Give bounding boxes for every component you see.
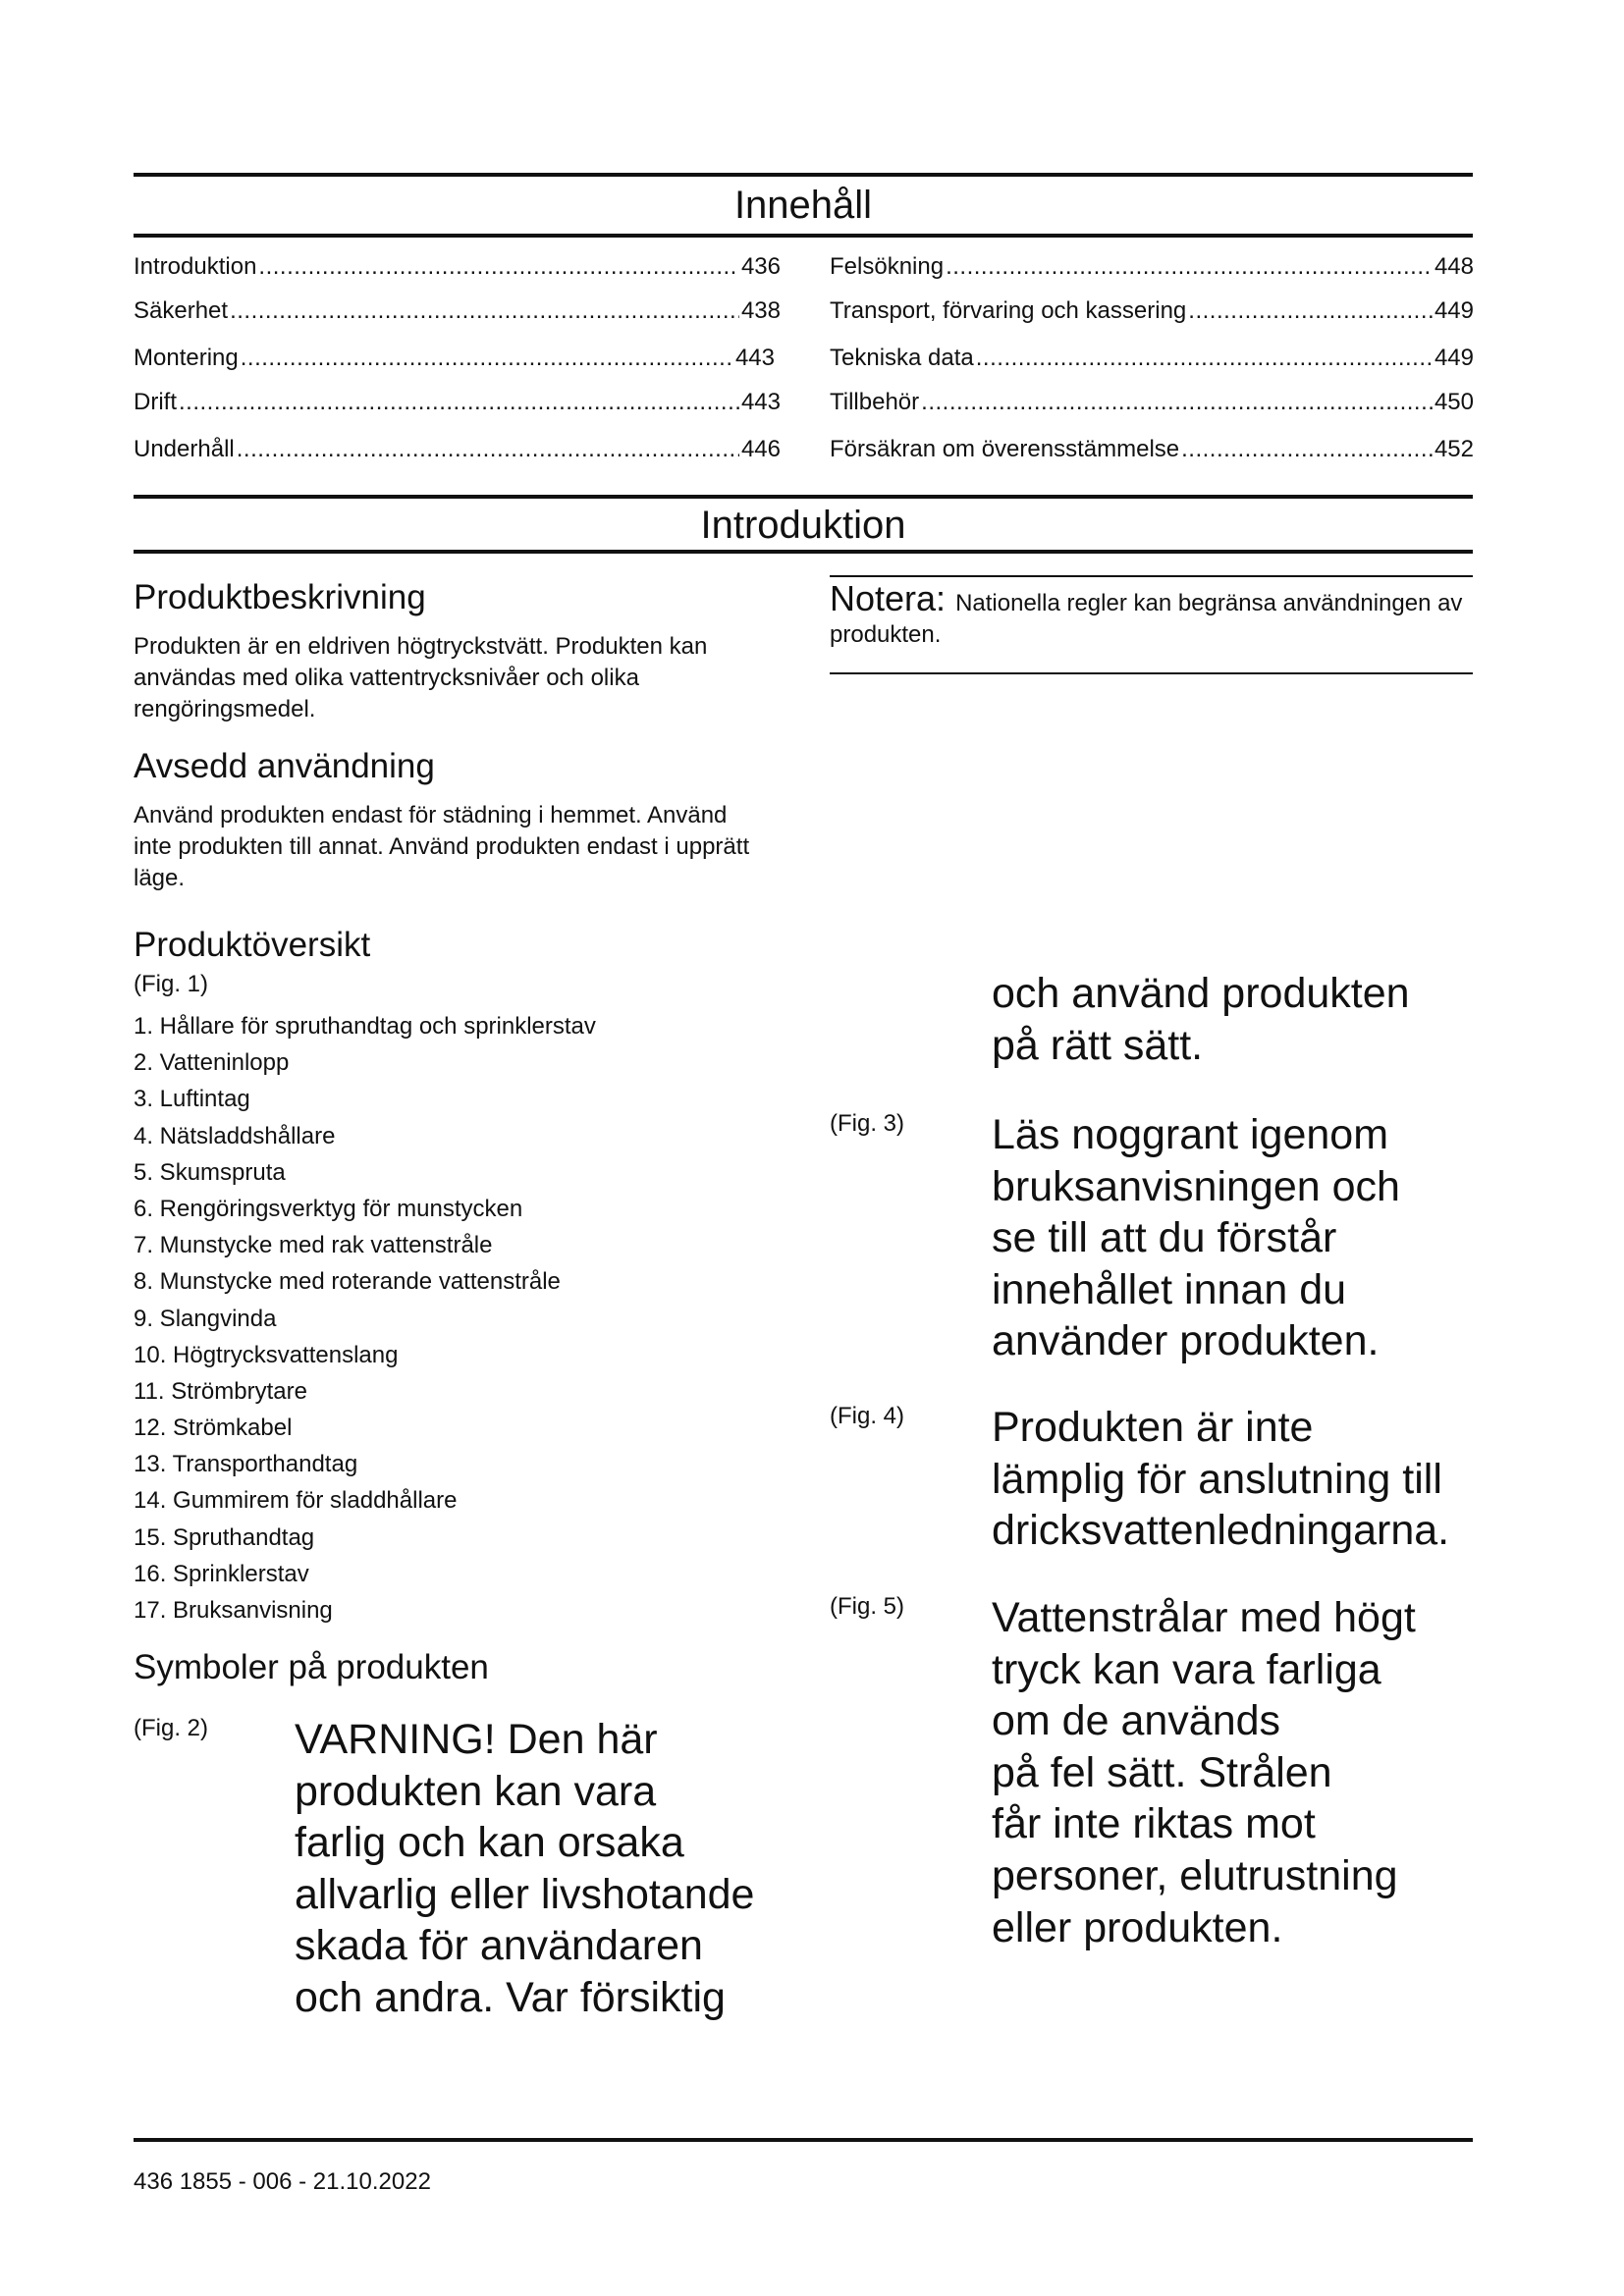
toc-leader [976, 344, 1433, 373]
fig-4-text: Produkten är inte lämplig för anslutning till dricksvattenledningarna. [992, 1404, 1450, 1555]
toc-leader [921, 388, 1433, 417]
toc-entry-label: Tillbehör [830, 389, 920, 415]
toc-entry-page: 436 [740, 253, 781, 280]
heading-avsedd-anvandning: Avsedd användning [134, 747, 435, 785]
toc-entry-label: Underhåll [134, 436, 235, 462]
note-label: Notera: [830, 578, 947, 618]
note-top-rule [830, 575, 1473, 577]
toc-entry-page: 448 [1434, 253, 1474, 280]
list-item: 10. Högtrycksvattenslang [134, 1341, 399, 1368]
fig-5-text: Vattenstrålar med högt tryck kan vara farliga om de används på fel sätt. Strålen får inte riktas mot personer, elutrustning eller produkten. [992, 1594, 1416, 1951]
list-item: 12. Strömkabel [134, 1415, 293, 1442]
fig-2-warning-text: VARNING! Den här produkten kan vara farlig och kan orsaka allvarlig eller livshotande skada för användaren och andra. Var försiktig [295, 1716, 755, 2021]
list-item: 13. Transporthandtag [134, 1451, 358, 1478]
note-box [830, 578, 1468, 651]
toc-leader [241, 344, 733, 373]
toc-title-rule [134, 234, 1473, 238]
list-item: 17. Bruksanvisning [134, 1597, 333, 1624]
list-item: 7. Munstycke med rak vattenstråle [134, 1232, 493, 1259]
toc-entry-label: Försäkran om överensstämmelse [830, 436, 1180, 462]
list-item: 6. Rengöringsverktyg för munstycken [134, 1195, 523, 1222]
fig-3-text: Läs noggrant igenom bruksanvisningen och se till att du förstår innehållet innan du använder produkten. [992, 1111, 1400, 1365]
toc-top-rule [134, 173, 1473, 177]
fig-2-continued-text: och använd produkten på rätt sätt. [992, 970, 1410, 1069]
toc-leader [1181, 435, 1433, 464]
toc-entry-introduktion[interactable] [134, 252, 781, 282]
intro-title: Introduktion [700, 504, 906, 547]
toc-entry-label: Drift [134, 389, 177, 415]
toc-entry-tekniska-data[interactable] [830, 344, 1474, 373]
list-item: 15. Spruthandtag [134, 1523, 315, 1551]
toc-entry-sakerhet[interactable] [134, 296, 781, 326]
toc-title: Innehåll [733, 184, 873, 227]
list-item: 16. Sprinklerstav [134, 1560, 309, 1587]
toc-leader [179, 388, 739, 417]
page-footer: 436 1855 - 006 - 21.10.2022 [134, 2168, 431, 2195]
toc-entry-label: Felsökning [830, 253, 945, 280]
intro-title-rule [134, 550, 1473, 554]
note-text: Nationella regler kan begränsa användningen av produkten. [830, 590, 1463, 648]
product-overview-list [134, 1008, 596, 1629]
toc-entry-page: 443 [740, 389, 781, 415]
heading-produktbeskrivning: Produktbeskrivning [134, 578, 426, 616]
toc-entry-montering[interactable] [134, 344, 775, 373]
intended-use-text: Använd produkten endast för städning i hemmet. Använd inte produkten till annat. Använd produkten endast i upprätt läge. [134, 802, 750, 891]
toc-leader [230, 296, 739, 326]
toc-entry-page: 449 [1434, 345, 1474, 371]
intro-top-rule [134, 495, 1473, 499]
toc-leader [946, 252, 1433, 282]
toc-entry-forsakran[interactable] [830, 435, 1474, 464]
toc-leader [237, 435, 739, 464]
fig-2-ref: (Fig. 2) [134, 1715, 209, 1741]
list-item: 14. Gummirem för sladdhållare [134, 1487, 458, 1515]
list-item: 2. Vatteninlopp [134, 1049, 290, 1077]
footer-rule [134, 2138, 1473, 2142]
toc-entry-label: Introduktion [134, 253, 257, 280]
toc-entry-page: 443 [734, 345, 775, 371]
product-description-text: Produkten är en eldriven högtryckstvätt. Produkten kan användas med olika vattentrycksnivåer och olika rengöringsmedel. [134, 633, 708, 722]
list-item: 5. Skumspruta [134, 1158, 286, 1186]
toc-entry-drift[interactable] [134, 388, 781, 417]
toc-entry-label: Säkerhet [134, 297, 229, 324]
fig-1-ref: (Fig. 1) [134, 971, 209, 997]
heading-produktoversikt: Produktöversikt [134, 926, 371, 964]
fig-3-ref: (Fig. 3) [830, 1110, 905, 1137]
fig-4-ref: (Fig. 4) [830, 1403, 905, 1429]
toc-entry-label: Montering [134, 345, 239, 371]
toc-entry-transport[interactable] [830, 296, 1474, 326]
toc-entry-tillbehor[interactable] [830, 388, 1474, 417]
list-item: 11. Strömbrytare [134, 1377, 307, 1405]
toc-leader [258, 252, 739, 282]
list-item: 3. Luftintag [134, 1086, 250, 1113]
toc-entry-felsokning[interactable] [830, 252, 1474, 282]
toc-entry-page: 446 [740, 436, 781, 462]
list-item: 4. Nätsladdshållare [134, 1122, 336, 1149]
note-bottom-rule [830, 672, 1473, 674]
toc-entry-page: 452 [1434, 436, 1474, 462]
list-item: 8. Munstycke med roterande vattenstråle [134, 1268, 561, 1296]
toc-entry-page: 449 [1434, 297, 1474, 324]
heading-symboler: Symboler på produkten [134, 1648, 489, 1686]
toc-entry-page: 450 [1434, 389, 1474, 415]
toc-entry-page: 438 [740, 297, 781, 324]
toc-entry-label: Transport, förvaring och kassering [830, 297, 1187, 324]
toc-entry-underhall[interactable] [134, 435, 781, 464]
list-item: 1. Hållare för spruthandtag och sprinklerstav [134, 1013, 596, 1040]
toc-leader [1188, 296, 1433, 326]
fig-5-ref: (Fig. 5) [830, 1593, 905, 1620]
list-item: 9. Slangvinda [134, 1305, 277, 1332]
toc-entry-label: Tekniska data [830, 345, 974, 371]
